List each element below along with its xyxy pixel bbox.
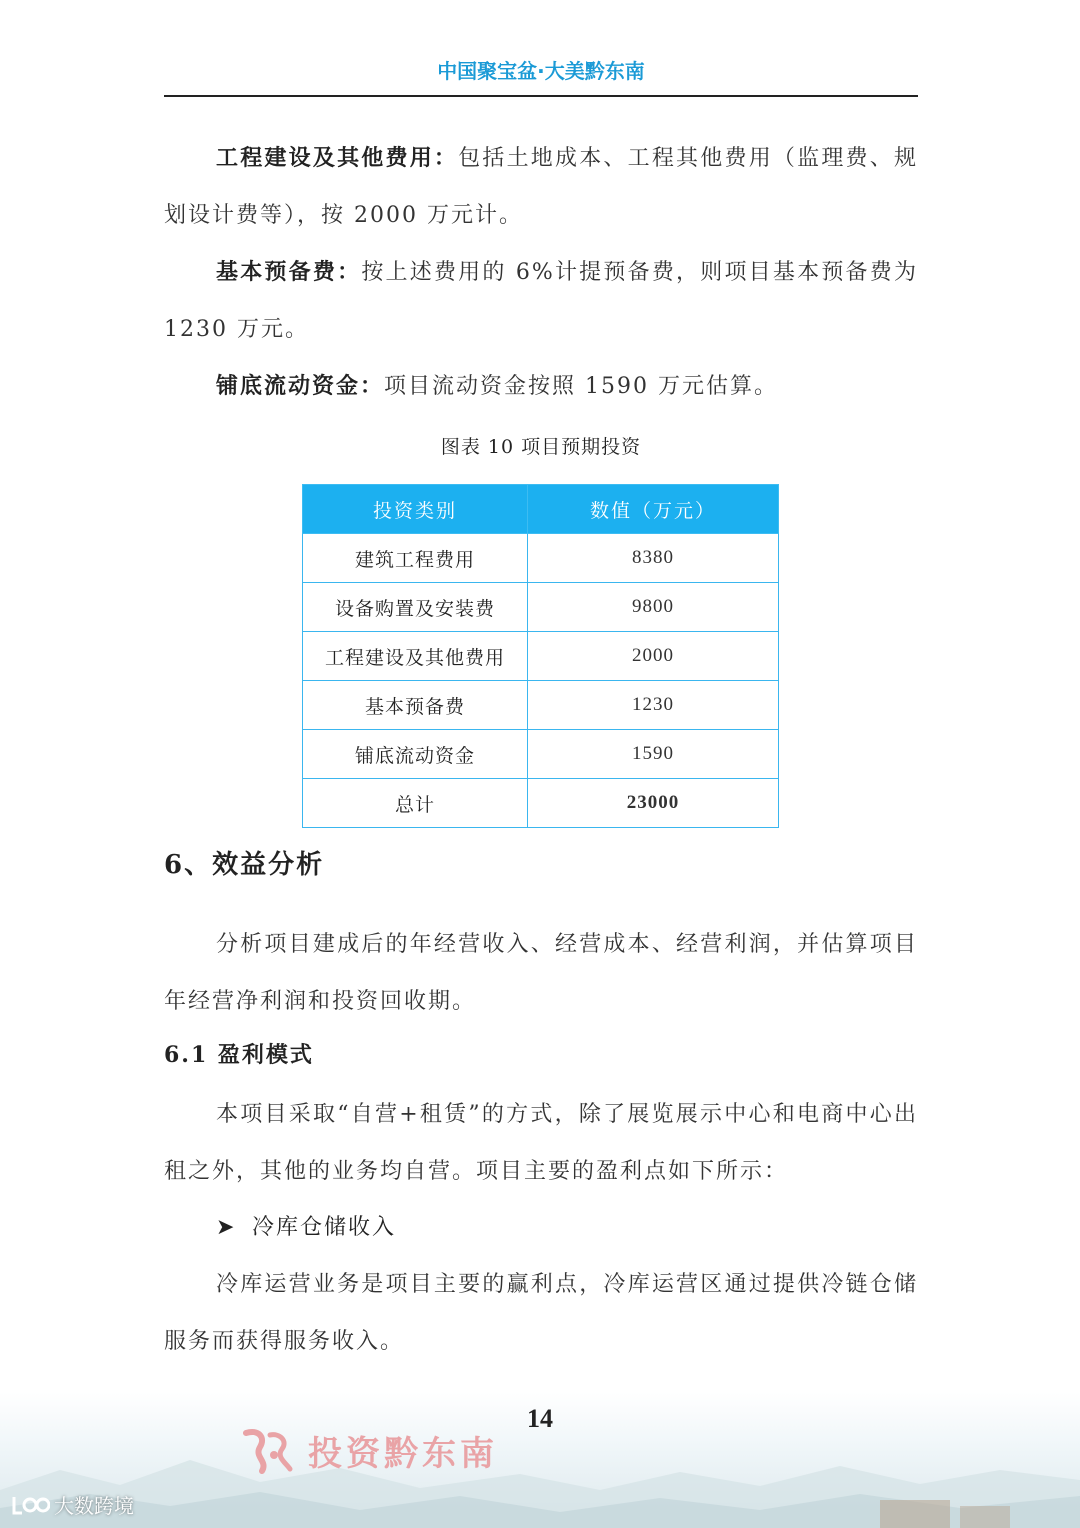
header-divider (164, 95, 918, 97)
paragraph-engineering-costs (164, 130, 918, 244)
paragraph-label: 工程建设及其他费用： (216, 145, 459, 171)
brand-logo (240, 1420, 498, 1480)
row-value: 9800 (528, 583, 779, 632)
row-value: 8380 (528, 534, 779, 583)
table-row (303, 534, 779, 583)
table-total-row (303, 779, 779, 828)
table-row (303, 632, 779, 681)
table-row (303, 681, 779, 730)
row-label: 工程建设及其他费用 (303, 632, 528, 681)
paragraph-benefit-intro: 分析项目建成后的年经营收入、经营成本、经营利润，并估算项目年经营净利润和投资回收期。 (164, 932, 918, 1014)
row-value: 1590 (528, 730, 779, 779)
paragraph-label: 基本预备费： (216, 259, 362, 285)
total-value: 23000 (528, 779, 779, 828)
watermark-logo-icon (10, 1493, 50, 1517)
row-label: 设备购置及安装费 (303, 583, 528, 632)
table-caption: 图表 10 项目预期投资 (440, 436, 642, 458)
row-label: 基本预备费 (303, 681, 528, 730)
table-header-row (303, 485, 779, 534)
mountain-landscape-icon (0, 1430, 1080, 1528)
paragraph-label: 铺底流动资金： (216, 373, 385, 399)
bullet-cold-storage (216, 1210, 396, 1241)
row-value: 2000 (528, 632, 779, 681)
section-heading-benefit-analysis: 6、效益分析 (164, 850, 325, 880)
paragraph-text: 按上述费用的 6%计提预备费，则项目基本预备费为 1230 万元。 (164, 260, 918, 342)
watermark (10, 1490, 134, 1519)
table-row (303, 583, 779, 632)
table-row (303, 730, 779, 779)
watermark-text: 大数跨境 (54, 1494, 134, 1518)
arrow-bullet-icon: ➤ (216, 1215, 237, 1240)
paragraph-working-capital (164, 358, 918, 415)
subsection-heading-profit-model: 6.1 盈利模式 (164, 1042, 314, 1068)
page-number: 14 (527, 1404, 553, 1433)
column-header-category: 投资类别 (303, 485, 528, 534)
paragraph-profit-model: 本项目采取“自营+租赁”的方式，除了展览展示中心和电商中心出租之外，其他的业务均自营。项目主要的盈利点如下所示： (164, 1102, 918, 1184)
paragraph-reserve-fee (164, 244, 918, 358)
paragraph-text: 项目流动资金按照 1590 万元估算。 (384, 374, 778, 399)
brand-mark-icon (240, 1425, 294, 1475)
investment-table (302, 484, 779, 828)
row-label: 建筑工程费用 (303, 534, 528, 583)
bullet-label: 冷库仓储收入 (252, 1215, 397, 1240)
page-header-title: 中国聚宝盆·大美黔东南 (437, 59, 645, 83)
column-header-value: 数值（万元） (528, 485, 779, 534)
row-label: 铺底流动资金 (303, 730, 528, 779)
paragraph-text: 包括土地成本、工程其他费用（监理费、规划设计费等），按 2000 万元计。 (164, 146, 918, 228)
total-label: 总计 (303, 779, 528, 828)
paragraph-cold-storage: 冷库运营业务是项目主要的赢利点，冷库运营区通过提供冷链仓储服务而获得服务收入。 (164, 1272, 918, 1354)
brand-text: 投资黔东南 (308, 1433, 498, 1474)
row-value: 1230 (528, 681, 779, 730)
